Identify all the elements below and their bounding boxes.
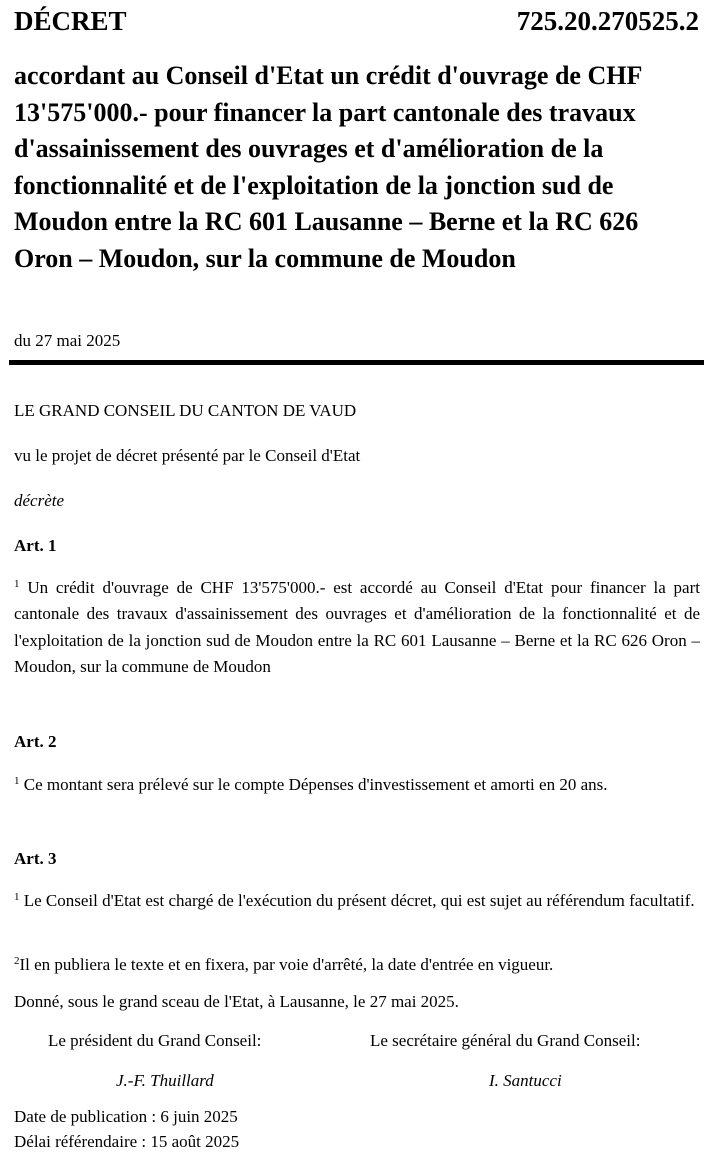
secretary-name: I. Santucci (489, 1071, 562, 1090)
article-3-paragraph-1 (14, 888, 700, 914)
paragraph-number: 1 (14, 775, 20, 787)
paragraph-text: Ce montant sera prélevé sur le compte Dépenses d'investissement et amorti en 20 ans. (23, 775, 608, 794)
separator-rule (9, 360, 704, 365)
article-3-paragraph-2 (14, 952, 700, 978)
president-title: Le président du Grand Conseil: (48, 1031, 262, 1050)
issuing-authority: LE GRAND CONSEIL DU CANTON DE VAUD (14, 401, 357, 420)
paragraph-number: 2 (14, 955, 20, 967)
decree-number: 725.20.270525.2 (516, 6, 699, 36)
article-2-heading: Art. 2 (14, 732, 57, 751)
president-name: J.-F. Thuillard (116, 1071, 214, 1090)
decrees-clause: décrète (14, 491, 65, 510)
paragraph-number: 1 (14, 891, 20, 903)
article-1-heading: Art. 1 (14, 536, 57, 555)
paragraph-text: Le Conseil d'Etat est chargé de l'exécution du présent décret, qui est sujet au référendum facultatif. (23, 891, 695, 910)
secretary-title: Le secrétaire général du Grand Conseil: (370, 1031, 641, 1050)
article-3-heading: Art. 3 (14, 849, 57, 868)
decree-title: accordant au Conseil d'Etat un crédit d'ouvrage de CHF 13'575'000.- pour financer la part cantonale des travaux d'assainissement des ouvrages et d'amélioration de la fonctionnalité et de l'exploitation de la jonction sud de Moudon entre la RC 601 Lausanne – Berne et la RC 626 Oron – Moudon, sur la commune de Moudon (14, 61, 642, 273)
paragraph-text: Un crédit d'ouvrage de CHF 13'575'000.- est accordé au Conseil d'Etat pour financer la part cantonale des travaux d'assainissement des ouvrages et d'amélioration de la fonctionnalité et de l'exploitation de la jonction sud de Moudon entre la RC 601 Lausanne – Berne et la RC 626 Oron – Moudon, sur la commune de Moudon (14, 578, 700, 676)
paragraph-number: 1 (14, 578, 20, 590)
document-type: DÉCRET (14, 6, 127, 36)
paragraph-text: Il en publiera le texte et en fixera, par voie d'arrêté, la date d'entrée en vigueur. (19, 955, 554, 974)
referendum-deadline: Délai référendaire : 15 août 2025 (14, 1132, 240, 1151)
article-2-paragraph-1 (14, 772, 700, 798)
article-1-paragraph-1 (14, 575, 700, 680)
closing-formula: Donné, sous le grand sceau de l'Etat, à Lausanne, le 27 mai 2025. (14, 992, 459, 1011)
considering-clause: vu le projet de décret présenté par le Conseil d'Etat (14, 446, 361, 465)
publication-date: Date de publication : 6 juin 2025 (14, 1107, 238, 1126)
decree-date: du 27 mai 2025 (14, 331, 121, 350)
